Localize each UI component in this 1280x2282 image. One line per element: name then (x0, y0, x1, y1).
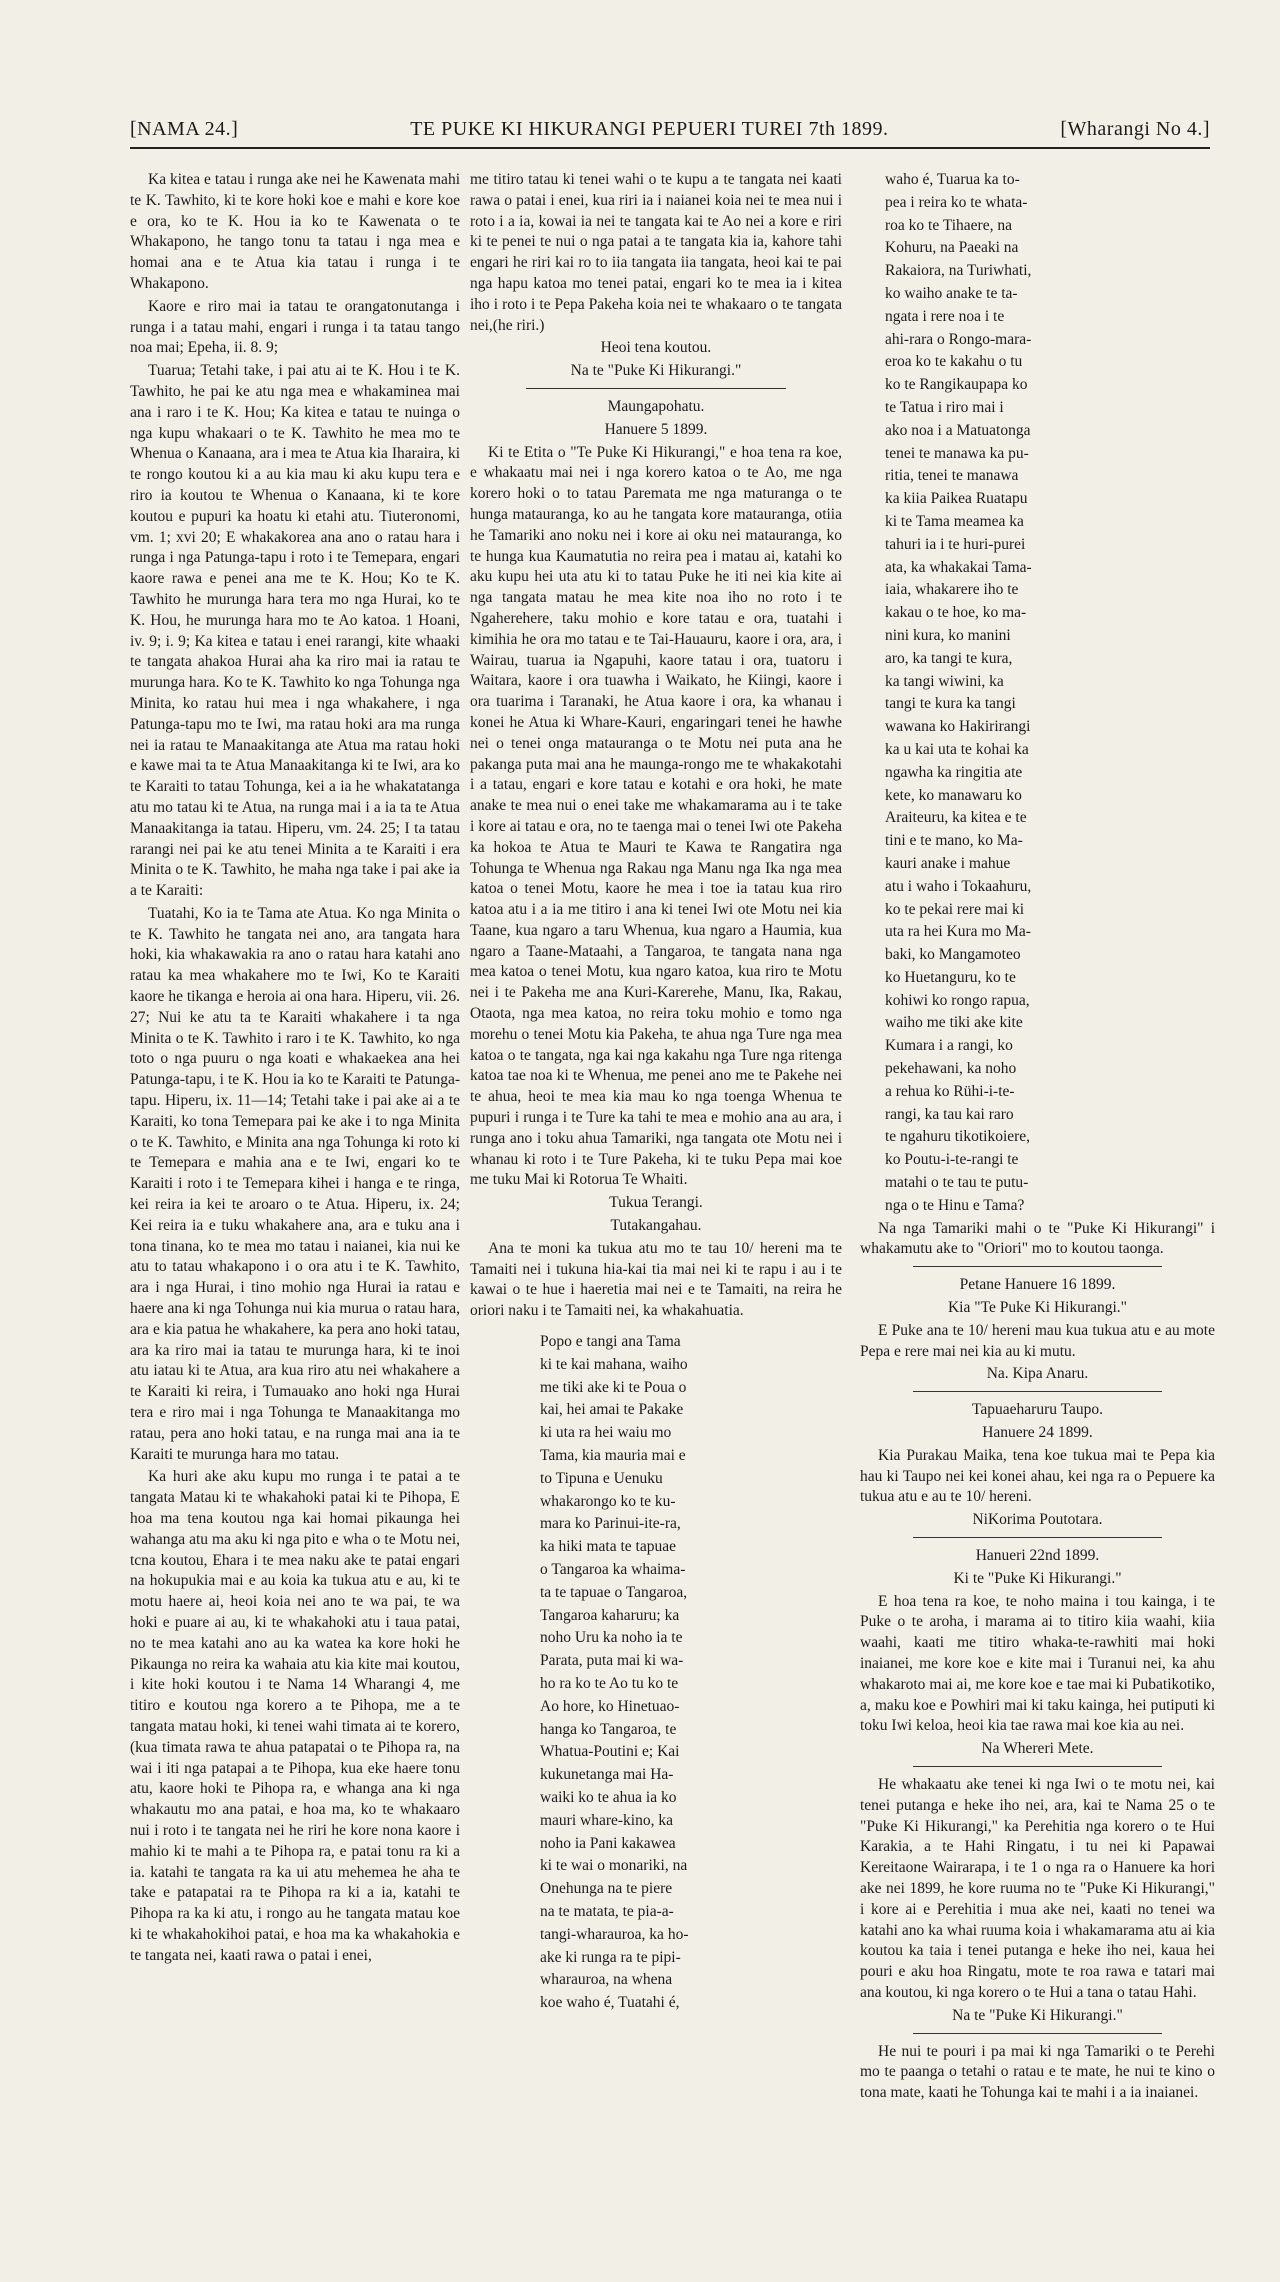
poem-line: baki, ko Mangamoteo (885, 946, 1021, 964)
poem-line: matahi o te tau te putu- (885, 1174, 1029, 1192)
poem-line: ka kiia Paikea Ruatapu (885, 490, 1028, 508)
poem-line: uta ra hei Kura mo Ma- (885, 923, 1031, 941)
poem-line: ko te Rangikaupapa ko (885, 376, 1028, 394)
poem-line: nga o te Hinu e Tama? (885, 1196, 1025, 1214)
paragraph: Kia Purakau Maika, tena koe tukua mai te Pepa kia hau ki Taupo nei kei konei ahau, kei nga ra o Pepuere ka tukua atu e au te 10/ hereni. (860, 1446, 1215, 1506)
paragraph: He nui te pouri i pa mai ki nga Tamariki o te Perehi mo te paanga o tetahi o ratau e te mate, he nui te kino o tona mate, kaati he Tohunga kai te mahi i a ia inaianei. (860, 2042, 1215, 2102)
paragraph: Tuarua; Tetahi take, i pai atu ai te K. Hou i te K. Tawhito, he pai ke atu nga mea e whakaminea mai ana i raro i te K. Hou; Ka kitea e tatau te nuinga o nga kupu whakaari o te K. Tawhito he mea mo te Whenua o Kanaana, ara i mea te Atua kia Iharaira, ki te rongo koutou ki a au kia mau ki aku kupu tera e riro ia koutou te Whenua o Kanaana, ki te kore koutou e pupuri ka hoatu ki etahi atu. Tiuteronomi, vm. 1; xvi 20; E whakakorea ana ano o ratau hara i runga i nga Patunga-tapu i roto i te Temepara, engari kaore rawa e penei ana me te K. Hou; Ko te K. Tawhito he murunga hara tera mo nga Hurai, ko te K. Hou, he murunga hara mo te Ao katoa. 1 Hoani, iv. 9; i. 9; Ka kitea e tatau i enei rarangi, kite whaaki te tangata ahakoa Hurai aha ka riro mai ia ratau te murunga hara. Ko te K. Tawhito ko nga Tohunga nga Minita, ko ratau hui mea i nga whakahere, i nga Patunga-tapu mo te Iwi, ma ratau hoki ara ma runga nei ia ratau te Manaakitanga ate Atua ma ratau hoki e kawe mai ta te Atua Manaakitanga ki te Iwi, ara ko te Karaiti to tatau Tohunga, kei a ia he whakatatanga atu mo tatau ki te Atua, na runga mai i a ia ta te Atua Manaakitanga ia tatau. Hiperu, vm. 24. 25; I ta tatau rarangi nei pai ke atu tenei Minita a te Karaiti i era Minita o te K. Tawhito, he maha nga take i pai ake ia a te Karaiti: (130, 362, 461, 900)
poem-line: tangi te kura ka tangi (885, 695, 1016, 713)
poem-line: ko waiho anake te ta- (885, 284, 1018, 302)
poem-line: mauri whare-kino, ka (540, 1811, 673, 1829)
poem-line: tenei te manawa ka pu- (885, 444, 1029, 462)
poem-line: ngawha ka ringitia ate (885, 763, 1023, 781)
poem-line: ake ki runga ra te pipi- (540, 1948, 681, 1966)
column-1 (130, 170, 460, 1969)
poem-line: ko te pekai rere mai ki (885, 900, 1025, 918)
poem-line: me tiki ake ki te Poua o (540, 1378, 687, 1396)
poem-line: iaia, whakarere iho te (885, 581, 1019, 599)
section-divider (913, 1537, 1162, 1538)
poem-line: ata, ka whakakai Tama- (885, 558, 1032, 576)
paragraph: Ki te Etita o "Te Puke Ki Hikurangi," e hoa tena ra koe, e whakaatu mai nei i nga korero katoa o te Ao, me nga korero hoki o to tatau Paremata me nga maturanga o te hunga matauranga, ko au he tangata kore matauranga, otiia he Tamariki ano noku nei i kore ai oku nei matauranga, ko te hunga kua Kaumatutia no reira pea i matau ai, katahi ko aku kupu hei uta atu ki to tatau Puke he iti nei kia kite ai nga tangata matau he mea kite noa iho no roto i te Ngaherehere, taku mohio e kore tatau e ora, tuatahi i kimihia he ora mo tatau e te Tai-Hauauru, kaore i ora, ara, i Wairau, tuarua ia Ngapuhi, kaore tatau i ora, tuatoru i Waitara, kaore i ora tuawha i Waikato, he Kiingi, kaore i ora tuarima i Taranaki, he Atua kaore i ora, ka whanau i konei he Atua ki Whare-Kauri, engaringari tenei he hawhe nei o tenei onga matauranga o te Motu nei puta ana he pakanga puta mai ana he maunga-rongo me te whakakotahi i a tatau, engari e kore tatau e kotahi e ora hoki, he mate anake te mea nui o enei take me whakamarama au i te take i kore ai tatau e ora, no te taenga mai o tenei Iwi ote Pakeha ka hokoa te Atua te Mauri te Kawa te Rangatira nga Tohunga te Whenua nga Rakau nga Manu nga Ika nga mea katoa o tenei Motu, kaore he mea i toe ia tatau kua riro katoa atu i a ia me titiro i ana ki tenei Iwi ote Motu nei kia Taane, kua ngaro a taru Whenua, kua ngaro a Haumia, kua ngaro a Taane-Mataahi, a Tangaroa, te tangata nana nga mea katoa o tenei Motu, kua ngaro katoa, kua riro te Motu nei i te Pakeha me ana Kuri-Karerehe, Manu, Ika, Rakau, Otaota, nga mea katoa, no reira toku mohio e tomo nga morehu o tenei Motu kia Pakeha, te ahua nga Ture nga mea katoa o te tangata, nga kai nga kakahu nga Ture nga ritenga katoa tae noa ki te Whenua, me penei ano me te Pakehe nei te ahua, heoi te mea kia mau ko nga toenga Whenua te pupuri i runga i te Ture ka tahi te mea e mohio ana au ara, i runga ano i toku ahua Tamariki, nga tangata ote Motu nei i whanau ki roto i te Ture Pakeha, ki te tuku Pepa mai koe me tuku Mai ki Rotorua Te Whaiti. (470, 443, 842, 1189)
poem-line: kai, hei amai te Pakake (540, 1401, 684, 1419)
poem-line: ki uta ra hei waiu mo (540, 1424, 672, 1442)
poem-line: koe waho é, Tuatahi é, (540, 1994, 680, 2012)
poem-line: aro, ka tangi te kura, (885, 649, 1013, 667)
poem-line: kete, ko manawaru ko (885, 786, 1022, 804)
poem-line: te ngahuru tikotikoiere, (885, 1128, 1031, 1146)
poem-line: wharauroa, na whena (540, 1971, 673, 1989)
poem-line: tangi-wharauroa, ka ho- (540, 1925, 689, 1943)
poem-line: ka u kai uta te kohai ka (885, 740, 1029, 758)
signature: Na te "Puke Ki Hikurangi." (952, 2006, 1123, 2024)
poem-line: mara ko Parinui-ite-ra, (540, 1515, 681, 1533)
signature: Heoi tena koutou. (600, 339, 712, 357)
poem-line: kakau o te hoe, ko ma- (885, 604, 1027, 622)
poem-line: pea i reira ko te whata- (885, 193, 1028, 211)
poem-line: Popo e tangi ana Tama (540, 1333, 681, 1351)
poem-line: ki te wai o monariki, na (540, 1857, 688, 1875)
poem-line: Kumara i a rangi, ko (885, 1037, 1013, 1055)
oriori-poem (540, 1332, 770, 2014)
poem-line: ko Huetanguru, ko te (885, 968, 1016, 986)
poem-line: Whatua-Poutini e; Kai (540, 1743, 680, 1761)
poem-line: Tama, kia mauria mai e (540, 1447, 686, 1465)
oriori-poem-continued (885, 170, 1100, 1217)
letter-addressee: Ki te "Puke Ki Hikurangi." (953, 1569, 1122, 1587)
poem-line: Tangaroa kaharuru; ka (540, 1606, 680, 1624)
poem-line: ta te tapuae o Tangaroa, (540, 1583, 688, 1601)
letter-place: Tapuaeharuru Taupo. (972, 1401, 1103, 1419)
poem-line: rangi, ka tau kai raro (885, 1105, 1014, 1123)
poem-line: waiho me tiki ake kite (885, 1014, 1023, 1032)
poem-line: ritia, tenei te manawa (885, 467, 1019, 485)
section-divider (913, 1266, 1162, 1267)
poem-line: a rehua ko Rühi-i-te- (885, 1082, 1015, 1100)
section-divider (913, 1391, 1162, 1392)
paragraph: E hoa tena ra koe, te noho maina i tou kainga, i te Puke o te aroha, i marama ai to titiro kiia waahi, kiia waahi, kaati me titiro whaka-te-rawhiti mai hoki inaianei, me kore koe e kite mai i Turanui nei, ka ahu whakaroto mai ai, me kore koe e tae mai ki Pubatikotiko, a, maku koe e Powhiri mai ki taku kainga, hei putiputi ki toku Iwi keloa, heoi kia tae rawa mai koe kia au nei. (860, 1592, 1215, 1735)
paragraph: Ka kitea e tatau i runga ake nei he Kawenata mahi te K. Tawhito, ki te kore hoki koe e mahi e kore koe e ora, ko te K. Hou ia ko te Kawenata o te Whakapono, he tango tonu ta tatau i nga mea e homai ana e te Atua kia tatau i runga i te Whakapono. (130, 171, 460, 292)
page-number: [Wharangi No 4.] (1060, 118, 1210, 140)
poem-line: kohiwi ko rongo rapua, (885, 991, 1030, 1009)
poem-line: kauri anake i mahue (885, 854, 1011, 872)
poem-line: nini kura, ko manini (885, 626, 1011, 644)
page-header (130, 118, 1210, 141)
poem-line: Rakaiora, na Turiwhati, (885, 262, 1032, 280)
signature: Tukua Terangi. (609, 1194, 703, 1212)
poem-line: ki te Tama meamea ka (885, 512, 1024, 530)
paragraph: Na nga Tamariki mahi o te "Puke Ki Hikurangi" i whakamutu ake to "Oriori" mo to koutou taonga. (860, 1219, 1215, 1258)
poem-line: ako noa i a Matuatonga (885, 421, 1031, 439)
paragraph: He whakaatu ake tenei ki nga Iwi o te motu nei, kai tenei putanga e heke iho nei, ara, kai te Nama 25 o te "Puke Ki Hikurangi," ka Perehitia nga korero o te Hui Karakia, a te Hahi Ringatu, i tu nei ki Papawai Kereitaone Wairarapa, i te 1 o nga ra o Hanuere ka hori ake nei 1899, he kore ruuma no te "Puke Ki Hikurangi," i kore ai e Perehitia i mua ake nei, kaati no tenei wa katahi ano ka whai ruuma koia i whakamarama atu ai kia koutou ka taia i tenei putanga e heke iho nei, kaua hei pouri e aku hoa Ringatu, mote te roa rawa e tatari mai ana koutou, ki nga korero o te Hui a tana o tatau Hahi. (860, 1775, 1215, 2001)
poem-line: Araiteuru, ka kitea e te (885, 809, 1027, 827)
section-divider (913, 1766, 1162, 1767)
section-divider (913, 2033, 1162, 2034)
issue-number: [NAMA 24.] (130, 118, 239, 140)
poem-line: waiki ko te ahua ia ko (540, 1788, 677, 1806)
poem-line: na te matata, te pia-a- (540, 1902, 674, 1920)
poem-line: eroa ko te kakahu o tu (885, 353, 1023, 371)
poem-line: pekehawani, ka noho (885, 1060, 1017, 1078)
poem-line: ka hiki mata te tapuae (540, 1538, 676, 1556)
header-rule (130, 147, 1210, 149)
signature: Tutakangahau. (610, 1217, 702, 1235)
poem-line: ngata i rere noa i te (885, 307, 1005, 325)
poem-line: ho ra ko te Ao tu ko te (540, 1674, 679, 1692)
poem-line: hanga ko Tangaroa, te (540, 1720, 677, 1738)
poem-line: to Tipuna e Uenuku (540, 1469, 663, 1487)
poem-line: waho é, Tuarua ka to- (885, 171, 1020, 188)
poem-line: wawana ko Hakirirangi (885, 718, 1031, 736)
poem-line: Ao hore, ko Hinetuao- (540, 1697, 680, 1715)
letter-date: Hanuere 24 1899. (982, 1424, 1093, 1442)
letter-date: Hanuere 5 1899. (604, 420, 708, 438)
poem-line: te Tatua i riro mai i (885, 398, 1004, 416)
signature: Na. Kipa Anaru. (986, 1365, 1089, 1383)
poem-line: ahi-rara o Rongo-mara- (885, 330, 1032, 348)
poem-line: roa ko te Tihaere, na (885, 216, 1012, 234)
paragraph: Ana te moni ka tukua atu mo te tau 10/ hereni ma te Tamaiti nei i tukuna hia-kai tia mai nei ki te rapu i au i te kawai o te hue i haeretia mai nei e te Tamaiti, na reira he oriori naku i te Tamaiti nei, ka whakahuatia. (470, 1239, 842, 1320)
section-divider (526, 388, 786, 389)
poem-line: kukunetanga mai Ha- (540, 1766, 674, 1784)
poem-line: Onehunga na te piere (540, 1880, 673, 1898)
poem-line: ka tangi wiwini, ka (885, 672, 1004, 690)
signature: Na te "Puke Ki Hikurangi." (570, 362, 742, 380)
column-3 (860, 170, 1215, 2106)
column-2 (470, 170, 842, 2024)
poem-line: noho Uru ka noho ia te (540, 1629, 683, 1647)
poem-line: ki te kai mahana, waiho (540, 1355, 688, 1373)
paragraph: E Puke ana te 10/ hereni mau kua tukua atu e au mote Pepa e rere mai nei kia au ki mutu. (860, 1321, 1215, 1360)
signature: NiKorima Poutotara. (972, 1511, 1103, 1529)
poem-line: tahuri ia i te huri-purei (885, 535, 1026, 553)
poem-line: o Tangaroa ka whaima- (540, 1561, 686, 1578)
poem-line: ko Poutu-i-te-rangi te (885, 1151, 1019, 1169)
poem-line: atu i waho i Tokaahuru, (885, 877, 1032, 895)
poem-line: noho ia Pani kakawea (540, 1834, 676, 1852)
poem-line: whakarongo ko te ku- (540, 1492, 676, 1510)
letter-date: Hanueri 22nd 1899. (975, 1547, 1100, 1565)
paragraph: Tuatahi, Ko ia te Tama ate Atua. Ko nga Minita o te K. Tawhito he tangata nei ano, ara tangata hara hoki, kia whakawakia ra ano o ratau hara katahi ano ratau ka mea whakahere mo te Iwi, Ko te Karaiti kaore he tikanga e heroia ai ona hara. Hiperu, vii. 26. 27; Nui ke atu ta te Karaiti whakahere i ta nga Minita o te K. Tawhito i raro i te K. Tawhito, ko nga toto o nga puuru o nga koati e whakaekea ana hei Patunga-tapu, i te K. Hou ia ko te Karaiti te Patunga-tapu. Hiperu, ix. 11—14; Tetahi take i pai ake ai a te Karaiti, ko tona Temepara pai ke ake i to nga Minita o te K. Tawhito, e Minita ana nga Tohunga ki roto ki te Temepara e mahia ana e te Iwi, engari ko te Karaiti i roto i te Temepara kihei i hanga e te ringa, kei reira ia kei te aroaro o te Atua. Hiperu, ix. 24; Kei reira ia e tuku whakahere ana, ara e tuku ana i tona tinana, ko te mea mo tatau i naianei, kia nui ke atu to tatau whakapono i o ora atu i te K. Tawhito, ara i nga Hurai, i tino mohio nga Hurai ia ratau e haere ana ki nga Tohunga nui kia murua o ratau hara, ara e kia patua he whakahere, ka pera ano hoki tatau, ara ka riro mai ia tatau te murunga hara, ki te inoi atu iatau ki te Atua, ara kua riro atu nei whakahere a te Karaiti ki reira, i Tumauako ano hoki nga Hurai tera e riro mai i nga Tohunga te Manaakitanga mo ratau, pera ano hoki tatau, e na runga mai ana ia te Karaiti te murunga hara mo tatau. (130, 904, 460, 1463)
signature: Na Whereri Mete. (981, 1740, 1094, 1758)
masthead-title: TE PUKE KI HIKURANGI PEPUERI TUREI 7th 1899. (410, 118, 889, 140)
paragraph: Ka huri ake aku kupu mo runga i te patai a te tangata Matau ki te whakahoki patai ki te Pihopa, E hoa ma tena koutou nga kai homai pikaunga hei wahanga atu ma aku ki nga pito e wha o te Motu nei, tcna koutou, Ehara i te mea naku ake te patai engari na hokupukia mai e au koia ka tukua atu e au, ki te motu haere ai, heoi koia nei ano te wa pai, te wa hoki e puare ai au, ki te whakahoki atu i taua patai, no te mea katahi ano au ka watea ka kore hoki he Pikaunga no reira ka wahaia atu kia kite mai koutou, i kite hoki koutou i te Nama 14 Wharangi 4, me titiro e koutou nga korero a te Pihopa, me a te tangata matau hoki, ki tenei wahi timata ai te korero, (kua timata rawa te ahua patapatai o te Pihopa ra, na wai i iti nga patapai a te Pihopa, kua eke haere tonu atu, kaore hoki te Pihopa ra, e whanga ana ki nga whakautu mo ana patai, e hoa ma, ko te whakaaro nui i roto i te tangata nei he riri he kore nona kaore i mahio ki te mahi a te Pihopa ra, e patai tonu ra ki a ia. katahi te tangata ra ka ui atu mehemea he aha te take e patapatai ra te Pihopa ra ki a ia, katahi te Pihopa ra ka ki atu, i rongo au he tangata matau koe ki te whakahokihoi patai, e hoa ma ka whakahokia e te tangata nei, kaati rawa o patai i enei, (130, 1468, 460, 1964)
letter-place: Maungapohatu. (607, 397, 705, 415)
poem-line: tini e te mano, ko Ma- (885, 832, 1023, 850)
letter-addressee: Kia "Te Puke Ki Hikurangi." (947, 1299, 1128, 1317)
poem-line: Kohuru, na Paeaki na (885, 239, 1019, 257)
paragraph: me titiro tatau ki tenei wahi o te kupu a te tangata nei kaati rawa o patai i enei, kua riri ia i naianei koia nei te mea nui i roto i a ia, kowai ia nei te tangata kai te Ao nei a kore e riri ki te penei te nui o nga patai a te tangata kia ia, kahore tahi engari he riri kai ro to iia tangata iia tangata, heoi kai te pai nga hapu katoa mo tenei patai, engari ko te mea ia i kitea iho i roto i te Pepa Pakeha koia nei te whakaaro o te tangata nei,(he riri.) (470, 171, 842, 334)
poem-line: Parata, puta mai ki wa- (540, 1652, 684, 1670)
paragraph: Kaore e riro mai ia tatau te orangatonutanga i runga i a tatau mahi, engari i runga i ta tatau tango noa mai; Epeha, ii. 8. 9; (130, 297, 460, 357)
letter-place: Petane Hanuere 16 1899. (959, 1276, 1116, 1294)
